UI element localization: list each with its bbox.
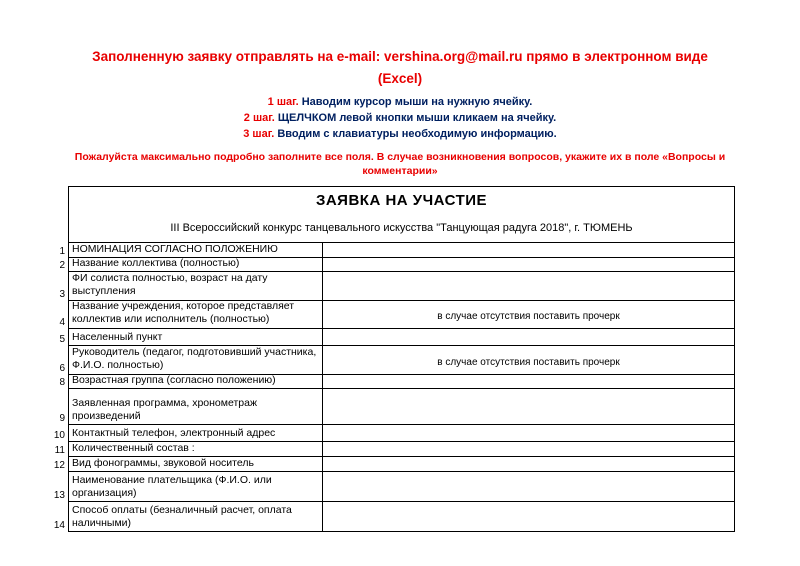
table-row	[52, 472, 735, 502]
row-number: 2	[59, 260, 65, 272]
table-row	[52, 243, 735, 257]
row-label: Название учреждения, которое представляет коллектив или исполнитель (полностью)	[68, 300, 322, 328]
row-number: 9	[59, 413, 65, 425]
row-number: 3	[59, 288, 65, 300]
row-value-cell[interactable]: в случае отсутствия поставить прочерк	[322, 300, 735, 328]
table-row	[52, 442, 735, 457]
table-row	[52, 425, 735, 442]
row-value-cell[interactable]	[322, 472, 735, 502]
table-row	[52, 272, 735, 300]
row-value-cell[interactable]	[322, 374, 735, 389]
row-label: Название коллектива (полностью)	[68, 257, 322, 272]
table-row	[52, 257, 735, 272]
table-header-cell	[68, 186, 735, 243]
row-value-cell[interactable]	[322, 257, 735, 272]
table-row	[52, 328, 735, 346]
row-number: 13	[53, 490, 65, 502]
row-label: Руководитель (педагог, подготовивший участника, Ф.И.О. полностью)	[68, 346, 322, 374]
row-number: 8	[59, 377, 65, 389]
row-label: Заявленная программа, хронометраж произведений	[68, 389, 322, 425]
row-label: ФИ солиста полностью, возраст на дату выступления	[68, 272, 322, 300]
row-value-cell[interactable]	[322, 502, 735, 532]
form-rows	[52, 243, 735, 532]
step-3-text: Вводим с клавиатуры необходимую информацию.	[277, 128, 557, 141]
row-label: Возрастная группа (согласно положению)	[68, 374, 322, 389]
row-number: 4	[59, 316, 65, 328]
step-2-text: ЩЕЛЧКОМ левой кнопки мыши кликаем на ячейку.	[277, 112, 557, 125]
row-number: 1	[59, 246, 65, 258]
form-subtitle: III Всероссийский конкурс танцевального искусства "Танцующая радуга 2018", г. ТЮМЕНЬ	[170, 221, 633, 234]
row-value-cell[interactable]	[322, 328, 735, 346]
step-1-instruction	[0, 95, 800, 111]
row-value-cell[interactable]	[322, 442, 735, 457]
step-2-number: 2 шаг.	[243, 112, 275, 125]
step-1-number: 1 шаг.	[267, 96, 299, 109]
step-2-instruction	[0, 111, 800, 127]
step-1-text: Наводим курсор мыши на нужную ячейку.	[301, 96, 533, 109]
table-row	[52, 389, 735, 425]
row-number: 10	[53, 430, 65, 442]
row-value-cell[interactable]	[322, 425, 735, 442]
form-title: ЗАЯВКА НА УЧАСТИЕ	[315, 191, 488, 209]
row-number: 11	[54, 445, 65, 457]
row-value-cell[interactable]	[322, 243, 735, 258]
row-value-cell[interactable]: в случае отсутствия поставить прочерк	[322, 346, 735, 374]
application-form-table	[52, 186, 735, 532]
table-row	[52, 502, 735, 532]
intro-section	[0, 0, 800, 178]
fill-all-fields-note: Пожалуйста максимально подробно заполните все поля. В случае возникновения вопросов, укажите их в поле «Вопросы и комментарии»	[74, 151, 726, 178]
row-label: НОМИНАЦИЯ СОГЛАСНО ПОЛОЖЕНИЮ	[68, 243, 322, 258]
row-label: Населенный пункт	[68, 328, 322, 346]
table-row	[52, 374, 735, 389]
table-row	[52, 300, 735, 328]
email-instruction-title: Заполненную заявку отправлять на e-mail: vershina.org@mail.ru прямо в электронном виде (Excel)	[92, 49, 708, 86]
row-number: 5	[59, 334, 65, 346]
table-row	[52, 457, 735, 472]
step-3-number: 3 шаг.	[243, 128, 275, 141]
row-value-cell[interactable]	[322, 457, 735, 472]
row-label: Контактный телефон, электронный адрес	[68, 425, 322, 442]
step-3-instruction	[0, 127, 800, 143]
row-number: 12	[53, 460, 65, 472]
row-value-cell[interactable]	[322, 272, 735, 300]
row-label: Количественный состав :	[68, 442, 322, 457]
row-label: Способ оплаты (безналичный расчет, оплата наличными)	[68, 502, 322, 532]
row-label: Вид фонограммы, звуковой носитель	[68, 457, 322, 472]
row-label: Наименование плательщика (Ф.И.О. или организация)	[68, 472, 322, 502]
table-header-row	[52, 186, 735, 243]
table-row	[52, 346, 735, 374]
row-value-cell[interactable]	[322, 389, 735, 425]
row-number: 14	[53, 520, 65, 532]
row-number: 6	[59, 362, 65, 374]
